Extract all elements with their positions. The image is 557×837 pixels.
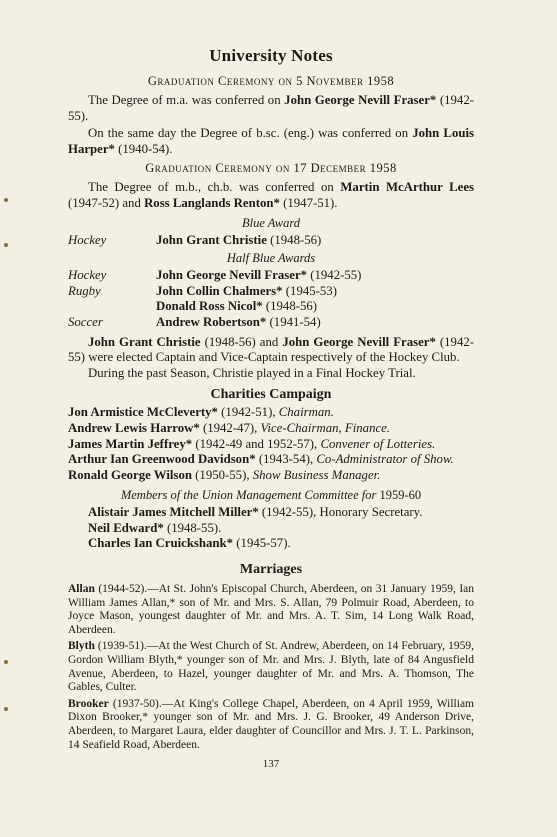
person-name: Andrew Lewis Harrow* <box>68 420 200 435</box>
union-heading-text: Members of the Union Management Committee for <box>120 488 377 503</box>
text: The Degree of m.a. was conferred on <box>88 93 281 107</box>
person-name: John George Nevill Fraser* <box>284 93 437 107</box>
blue-award-heading: Blue Award <box>242 215 300 230</box>
award-recipient <box>156 299 474 315</box>
marriage-surname: Allan <box>68 583 95 596</box>
person-name: Arthur Ian Greenwood Davidson* <box>68 452 256 467</box>
role: Convener of Lotteries. <box>320 436 436 451</box>
margin-mark <box>4 660 8 664</box>
award-row <box>68 299 474 315</box>
marriage-text: (1939-51).—At the West Church of St. Andrew, Aberdeen, on 14 February, 1959, Gordon William Blyth,* younger son of Mr. and Mrs. J. Blyth, late of 84 Angusfield Avenue, Aberdeen, to Hazel, younger daughter of Mr. and Mrs. A. Thomson, The Gables, Culter. <box>68 640 474 694</box>
blue-award-list <box>68 233 474 249</box>
text: (1942-55) were elected Captain and Vice-Captain respectively of the Hockey Club. <box>68 334 475 365</box>
person-name: John Collin Chalmers* <box>156 283 283 298</box>
page-body <box>68 46 474 770</box>
award-recipient <box>156 284 474 300</box>
union-list <box>68 505 474 552</box>
margin-mark <box>4 243 8 247</box>
union-member <box>88 521 474 537</box>
years: (1948-56) and <box>204 334 279 349</box>
award-sport: Hockey <box>68 268 107 283</box>
graduation-1-paragraph-1 <box>68 93 474 124</box>
award-sport <box>68 299 156 315</box>
person-name: John Grant Christie <box>88 334 201 349</box>
captains-paragraph <box>68 335 474 366</box>
marriages-heading: Marriages <box>239 562 303 578</box>
charities-heading: Charities Campaign <box>210 387 332 403</box>
person-name: John George Nevill Fraser* <box>282 334 436 349</box>
years: (1945-57). <box>236 536 291 551</box>
award-sport: Rugby <box>68 283 101 298</box>
years: (1943-54), <box>258 452 314 467</box>
charity-entry <box>68 468 474 484</box>
years: (1947-51). <box>283 195 338 210</box>
person-name: Andrew Robertson* <box>156 314 267 329</box>
person-name: Neil Edward* <box>88 520 164 535</box>
marriage-surname: Brooker <box>68 697 109 710</box>
marriage-text: (1937-50).—At King's College Chapel, Aberdeen, on 4 April 1959, William Dixon Brooker,* younger son of Mr. and Mrs. J. G. Brooker, 49 Anderson Drive, Aberdeen, to Margaret Laura, elder daughter of Councillor and Mrs. J. T. L. Parkinson, 14 Seafield Road, Aberdeen. <box>68 697 474 751</box>
person-name: Jon Armistice McCleverty* <box>68 405 218 420</box>
person-name: Charles Ian Cruickshank* <box>88 536 234 551</box>
years: (1941-54) <box>269 314 321 329</box>
page-title: University Notes <box>209 46 333 65</box>
years: (1945-53) <box>285 283 337 298</box>
union-member <box>88 536 474 552</box>
years: (1948-56) <box>265 299 318 314</box>
role: Chairman. <box>278 405 334 420</box>
years: (1940-54). <box>118 141 173 156</box>
person-name: John Grant Christie <box>156 232 267 247</box>
season-paragraph: During the past Season, Christie played in a Final Hockey Trial. <box>88 365 416 380</box>
charity-entry <box>68 405 474 421</box>
marriage-entry <box>68 583 474 637</box>
charity-entry <box>68 437 474 453</box>
half-blue-heading: Half Blue Awards <box>226 251 316 266</box>
union-heading <box>68 488 474 503</box>
award-row <box>68 315 474 331</box>
award-row <box>68 233 474 249</box>
union-member <box>88 505 474 521</box>
award-sport: Soccer <box>68 314 103 329</box>
union-heading-year: 1959-60 <box>379 488 422 503</box>
marriages-list <box>68 583 474 752</box>
award-recipient <box>156 268 474 284</box>
person-name: Ross Langlands Renton* <box>144 195 280 210</box>
award-sport: Hockey <box>68 232 107 247</box>
years: (1942-47), <box>202 420 258 435</box>
person-name: John George Nevill Fraser* <box>156 268 308 283</box>
years: (1947-52) and <box>68 195 141 210</box>
charity-entry <box>68 452 474 468</box>
role: Show Business Manager. <box>252 467 381 482</box>
half-blue-award-list <box>68 268 474 330</box>
years: (1942-51), <box>221 405 276 420</box>
charities-list <box>68 405 474 483</box>
role: Co-Administrator of Show. <box>316 452 454 467</box>
award-row <box>68 268 474 284</box>
text: On the same day the Degree of b.sc. (eng.) was conferred on <box>88 126 409 141</box>
person-name: Donald Ross Nicol* <box>156 299 263 314</box>
years: (1948-55). <box>166 520 222 535</box>
years: (1942-49 and 1952-57), <box>195 436 318 451</box>
marriage-entry <box>68 640 474 694</box>
years: (1950-55), <box>195 467 250 482</box>
years: (1948-56) <box>270 232 322 247</box>
award-recipient <box>156 233 474 249</box>
person-name: John Louis Harper* <box>68 126 474 156</box>
person-name: Alistair James Mitchell Miller* <box>88 505 259 520</box>
graduation-heading-1: Graduation Ceremony on 5 November 1958 <box>147 74 395 88</box>
years: (1942-55), Honorary Secretary. <box>261 505 423 520</box>
person-name: Martin McArthur Lees <box>340 180 475 195</box>
graduation-heading-2: Graduation Ceremony on 17 December 1958 <box>145 161 397 176</box>
text: The Degree of m.b., ch.b. was conferred on <box>88 180 334 195</box>
marriage-text: (1944-52).—At St. John's Episcopal Church, Aberdeen, on 31 January 1959, Ian William James Allan,* son of Mr. and Mrs. S. Allan, 79 Polmuir Road, Aberdeen, to Joyce Mason, youngest daughter of Mr. and Mrs. A. T. Sim, 14 Long Walk Road, Aberdeen. <box>68 583 474 636</box>
margin-mark <box>4 198 8 202</box>
marriage-entry <box>68 698 474 752</box>
margin-mark <box>4 707 8 711</box>
graduation-2-paragraph <box>68 180 474 211</box>
person-name: Ronald George Wilson <box>68 467 192 482</box>
role: Vice-Chairman, Finance. <box>260 420 391 435</box>
years: (1942-55). <box>68 93 474 123</box>
graduation-1-paragraph-2 <box>68 126 474 157</box>
page-number: 137 <box>262 758 280 771</box>
charity-entry <box>68 421 474 437</box>
marriage-surname: Blyth <box>68 640 95 653</box>
years: (1942-55) <box>310 268 362 283</box>
award-recipient <box>156 315 474 331</box>
award-row <box>68 284 474 300</box>
person-name: James Martin Jeffrey* <box>68 436 193 451</box>
